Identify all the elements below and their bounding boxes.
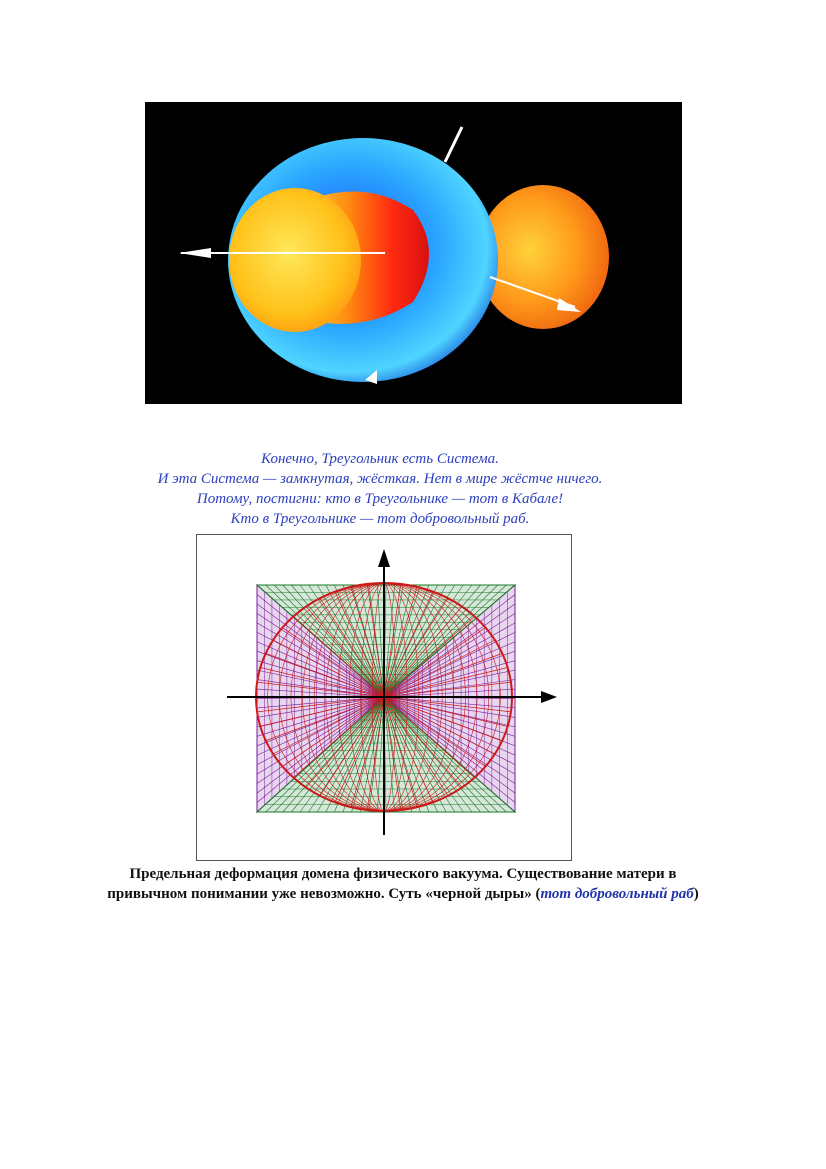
caption-line-2-start: привычном понимании уже невозможно. Суть «черной дыры» (	[107, 886, 541, 902]
caption-highlight: тот добровольный раб	[540, 886, 694, 902]
deformation-grid-figure	[196, 534, 572, 861]
vacuum-domain-3d-render	[145, 102, 682, 404]
caption-line-2	[60, 884, 746, 904]
caption-line-2-end: )	[693, 886, 699, 902]
poem-line-3: Потому, постигни: кто в Треугольнике — тот в Кабале!	[196, 491, 564, 507]
poem	[100, 449, 660, 529]
caption-line-1: Предельная деформация домена физического вакуума. Существование матери в	[129, 866, 677, 882]
deformation-grid-diagram	[197, 535, 571, 860]
yellow-cap	[229, 188, 361, 332]
poem-line-1: Конечно, Треугольник есть Система.	[261, 451, 499, 467]
figure-caption	[60, 864, 746, 904]
poem-line-2: И эта Система — замкнутая, жёсткая. Нет в мире жёстче ничего.	[157, 471, 603, 487]
horizontal-axis-arrow	[541, 691, 557, 703]
vertical-axis-arrow	[378, 549, 390, 567]
poem-line-4: Кто в Треугольнике — тот добровольный раб.	[230, 511, 530, 527]
vacuum-domain-3d-figure	[145, 102, 682, 404]
